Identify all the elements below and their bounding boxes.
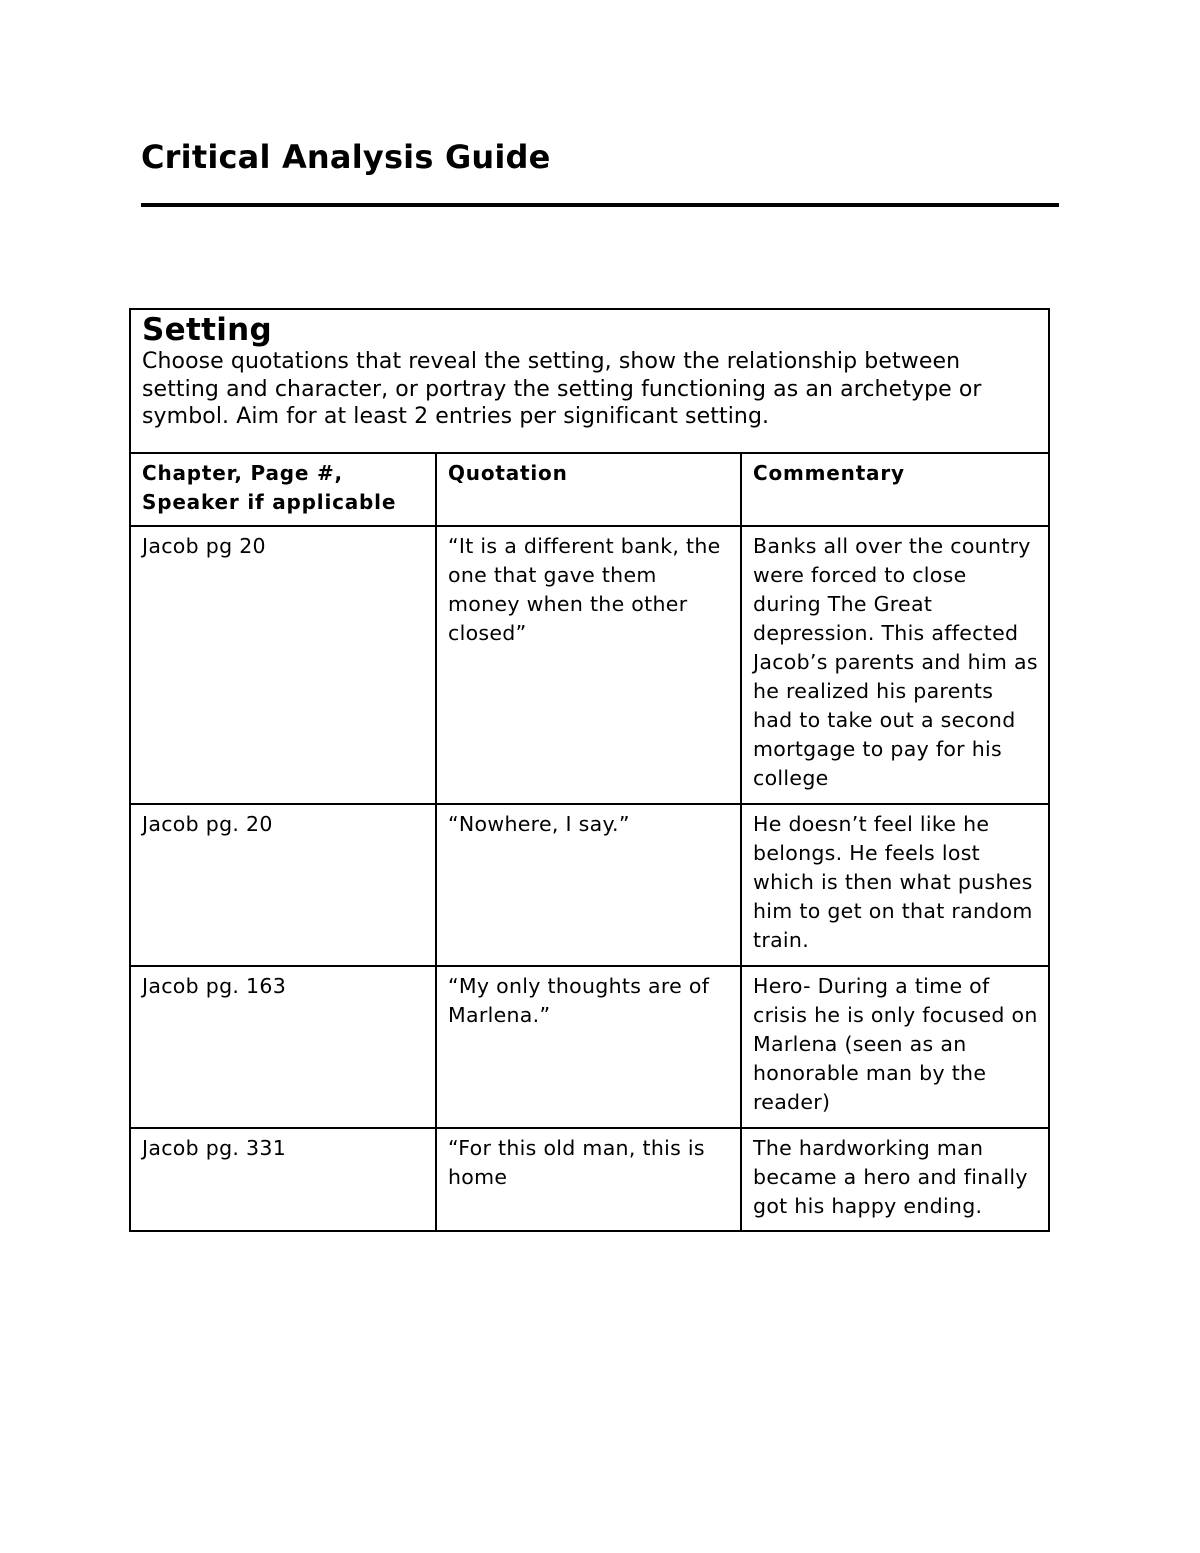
section-header-row <box>130 309 1049 453</box>
column-header-commentary: Commentary <box>741 453 1049 526</box>
column-header-row <box>130 453 1049 526</box>
commentary-cell: Banks all over the country were forced to close during The Great depression. This affected Jacob’s parents and him as he realized his parents had to take out a second mortgage to pay for his college <box>741 526 1049 804</box>
chapter-cell: Jacob pg. 20 <box>130 804 436 966</box>
column-header-chapter-line1: Chapter, Page #, <box>142 461 343 485</box>
column-header-quotation: Quotation <box>436 453 741 526</box>
chapter-cell: Jacob pg. 163 <box>130 966 436 1128</box>
commentary-cell: Hero- During a time of crisis he is only focused on Marlena (seen as an honorable man by the reader) <box>741 966 1049 1128</box>
table-row <box>130 966 1049 1128</box>
section-header-cell <box>130 309 1049 453</box>
commentary-cell: The hardworking man became a hero and finally got his happy ending. <box>741 1128 1049 1231</box>
commentary-cell: He doesn’t feel like he belongs. He feels lost which is then what pushes him to get on that random train. <box>741 804 1049 966</box>
section-instructions: Choose quotations that reveal the setting, show the relationship between setting and character, or portray the setting functioning as an archetype or symbol. Aim for at least 2 entries per significant setting. <box>142 349 982 429</box>
column-header-chapter <box>130 453 436 526</box>
table-row <box>130 804 1049 966</box>
table-row <box>130 526 1049 804</box>
section-heading: Setting <box>142 312 272 348</box>
table-row <box>130 1128 1049 1231</box>
chapter-cell: Jacob pg. 331 <box>130 1128 436 1231</box>
setting-table <box>129 308 1050 1232</box>
quotation-cell: “It is a different bank, the one that gave them money when the other closed” <box>436 526 741 804</box>
chapter-cell: Jacob pg 20 <box>130 526 436 804</box>
quotation-cell: “For this old man, this is home <box>436 1128 741 1231</box>
title-divider <box>141 203 1059 207</box>
document-title: Critical Analysis Guide <box>141 138 551 176</box>
quotation-cell: “Nowhere, I say.” <box>436 804 741 966</box>
quotation-cell: “My only thoughts are of Marlena.” <box>436 966 741 1128</box>
column-header-chapter-line2: Speaker if applicable <box>142 490 397 514</box>
